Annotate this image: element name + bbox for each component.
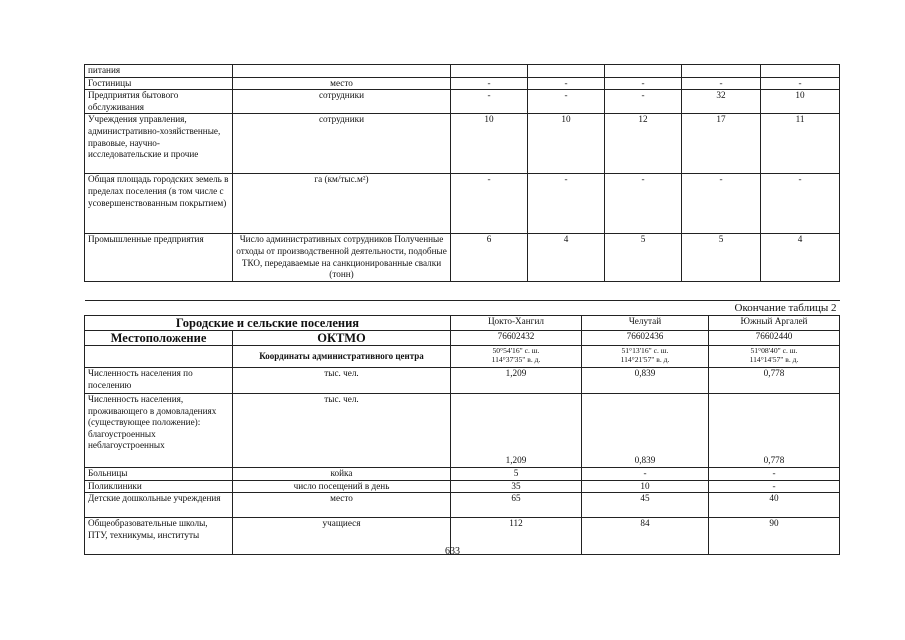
cell-value: - — [605, 77, 682, 90]
cell-value: 4 — [761, 234, 840, 282]
cell-value — [451, 65, 528, 78]
row-unit: сотрудники — [233, 90, 451, 114]
latitude: 51°13'16" с. ш. — [621, 346, 669, 355]
page-number: 633 — [445, 546, 460, 557]
cell-value: - — [451, 77, 528, 90]
cell-value: 90 — [709, 518, 840, 555]
settlement-name: Южный Аргалей — [709, 316, 840, 331]
cell-value: 1,209 — [451, 368, 582, 394]
indicators-table-part2 — [84, 300, 840, 555]
oktmo-code: 76602432 — [451, 331, 582, 346]
table-row — [85, 114, 840, 174]
cell-value — [605, 65, 682, 78]
cell-value: 112 — [451, 518, 582, 555]
cell-value: - — [528, 90, 605, 114]
location-header: Местоположение — [85, 331, 233, 346]
row-label: Детские дошкольные учреждения — [85, 493, 233, 518]
cell-value: - — [709, 480, 840, 493]
cell-value: 10 — [761, 90, 840, 114]
cell-value: - — [451, 90, 528, 114]
cell-value — [528, 65, 605, 78]
cell-value: 65 — [451, 493, 582, 518]
cell-value: - — [605, 174, 682, 234]
table-continuation-caption: Окончание таблицы 2 — [85, 301, 840, 316]
table-row — [85, 234, 840, 282]
cell-value: 11 — [761, 114, 840, 174]
row-unit: тыс. чел. — [233, 394, 451, 468]
cell-value: 0,778 — [709, 368, 840, 394]
coords-header: Координаты административного центра — [233, 346, 451, 368]
cell-value: 10 — [582, 480, 709, 493]
cell-value: 1,209 — [451, 394, 582, 468]
latitude: 51°08'40" с. ш. — [750, 346, 798, 355]
cell-value: - — [761, 174, 840, 234]
oktmo-header: ОКТМО — [233, 331, 451, 346]
cell-value: 10 — [451, 114, 528, 174]
row-unit: учащиеся — [233, 518, 451, 555]
longitude: 114°37'35" в. д. — [491, 355, 541, 364]
cell-value: 0,778 — [709, 394, 840, 468]
row-label: Общеобразовательные школы, ПТУ, техникумы, институты — [85, 518, 233, 555]
cell-value: 17 — [682, 114, 761, 174]
cell-value: 4 — [528, 234, 605, 282]
coords-cell — [451, 346, 582, 368]
row-unit: место — [233, 77, 451, 90]
row-unit: койка — [233, 468, 451, 481]
longitude: 114°21'57" в. д. — [620, 355, 670, 364]
row-unit: Число административных сотрудников Полученные отходы от производственной деятельности, подобные ТКО, передаваемые на санкционированные свалки (тонн) — [233, 234, 451, 282]
table-row — [85, 394, 840, 468]
row-label: Численность населения по поселению — [85, 368, 233, 394]
cell-value: 32 — [682, 90, 761, 114]
row-label: Промышленные предприятия — [85, 234, 233, 282]
cell-value: - — [682, 174, 761, 234]
oktmo-code: 76602440 — [709, 331, 840, 346]
row-label: Поликлиники — [85, 480, 233, 493]
table-row — [85, 493, 840, 518]
table-row — [85, 480, 840, 493]
cell-value: - — [709, 468, 840, 481]
row-unit: число посещений в день — [233, 480, 451, 493]
cell-value: 6 — [451, 234, 528, 282]
table-row — [85, 90, 840, 114]
coords-row — [85, 346, 840, 368]
cell-value: 0,839 — [582, 394, 709, 468]
row-label: Общая площадь городских земель в пределах поселения (в том числе с усовершенствованным покрытием) — [85, 174, 233, 234]
cell-value: 12 — [605, 114, 682, 174]
cell-value: - — [682, 77, 761, 90]
table-row — [85, 77, 840, 90]
cell-value: 5 — [682, 234, 761, 282]
indicators-table-part1 — [84, 64, 840, 282]
empty-cell — [85, 346, 233, 368]
row-label: Учреждения управления, административно-хозяйственные, правовые, научно-исследовательские и прочие — [85, 114, 233, 174]
cell-value: - — [582, 468, 709, 481]
latitude: 50°54'16" с. ш. — [492, 346, 540, 355]
cell-value — [761, 65, 840, 78]
cell-value: - — [528, 77, 605, 90]
oktmo-row — [85, 331, 840, 346]
cell-value: - — [605, 90, 682, 114]
table-row — [85, 174, 840, 234]
cell-value: 5 — [605, 234, 682, 282]
cell-value: 40 — [709, 493, 840, 518]
table-row — [85, 468, 840, 481]
cell-value: - — [761, 77, 840, 90]
row-label: Гостиницы — [85, 77, 233, 90]
oktmo-code: 76602436 — [582, 331, 709, 346]
settlements-header-row — [85, 316, 840, 331]
table-row — [85, 65, 840, 78]
row-unit: тыс. чел. — [233, 368, 451, 394]
continuation-row — [85, 301, 840, 316]
cell-value: 84 — [582, 518, 709, 555]
row-label: питания — [85, 65, 233, 78]
settlement-name: Челутай — [582, 316, 709, 331]
cell-value: - — [528, 174, 605, 234]
row-label: Предприятия бытового обслуживания — [85, 90, 233, 114]
row-unit: место — [233, 493, 451, 518]
cell-value: 10 — [528, 114, 605, 174]
cell-value: 0,839 — [582, 368, 709, 394]
longitude: 114°14'57" в. д. — [749, 355, 799, 364]
row-unit: га (км/тыс.м²) — [233, 174, 451, 234]
settlement-name: Цокто-Хангил — [451, 316, 582, 331]
coords-cell — [709, 346, 840, 368]
table-row — [85, 368, 840, 394]
row-label: Численность населения, проживающего в домовладениях (существующее положение): благоустроенных неблагоустроенных — [85, 394, 233, 468]
cell-value: 45 — [582, 493, 709, 518]
row-unit: сотрудники — [233, 114, 451, 174]
cell-value — [682, 65, 761, 78]
row-label: Больницы — [85, 468, 233, 481]
row-unit — [233, 65, 451, 78]
cell-value: 5 — [451, 468, 582, 481]
coords-cell — [582, 346, 709, 368]
cell-value: 35 — [451, 480, 582, 493]
settlements-group-header: Городские и сельские поселения — [85, 316, 451, 331]
cell-value: - — [451, 174, 528, 234]
